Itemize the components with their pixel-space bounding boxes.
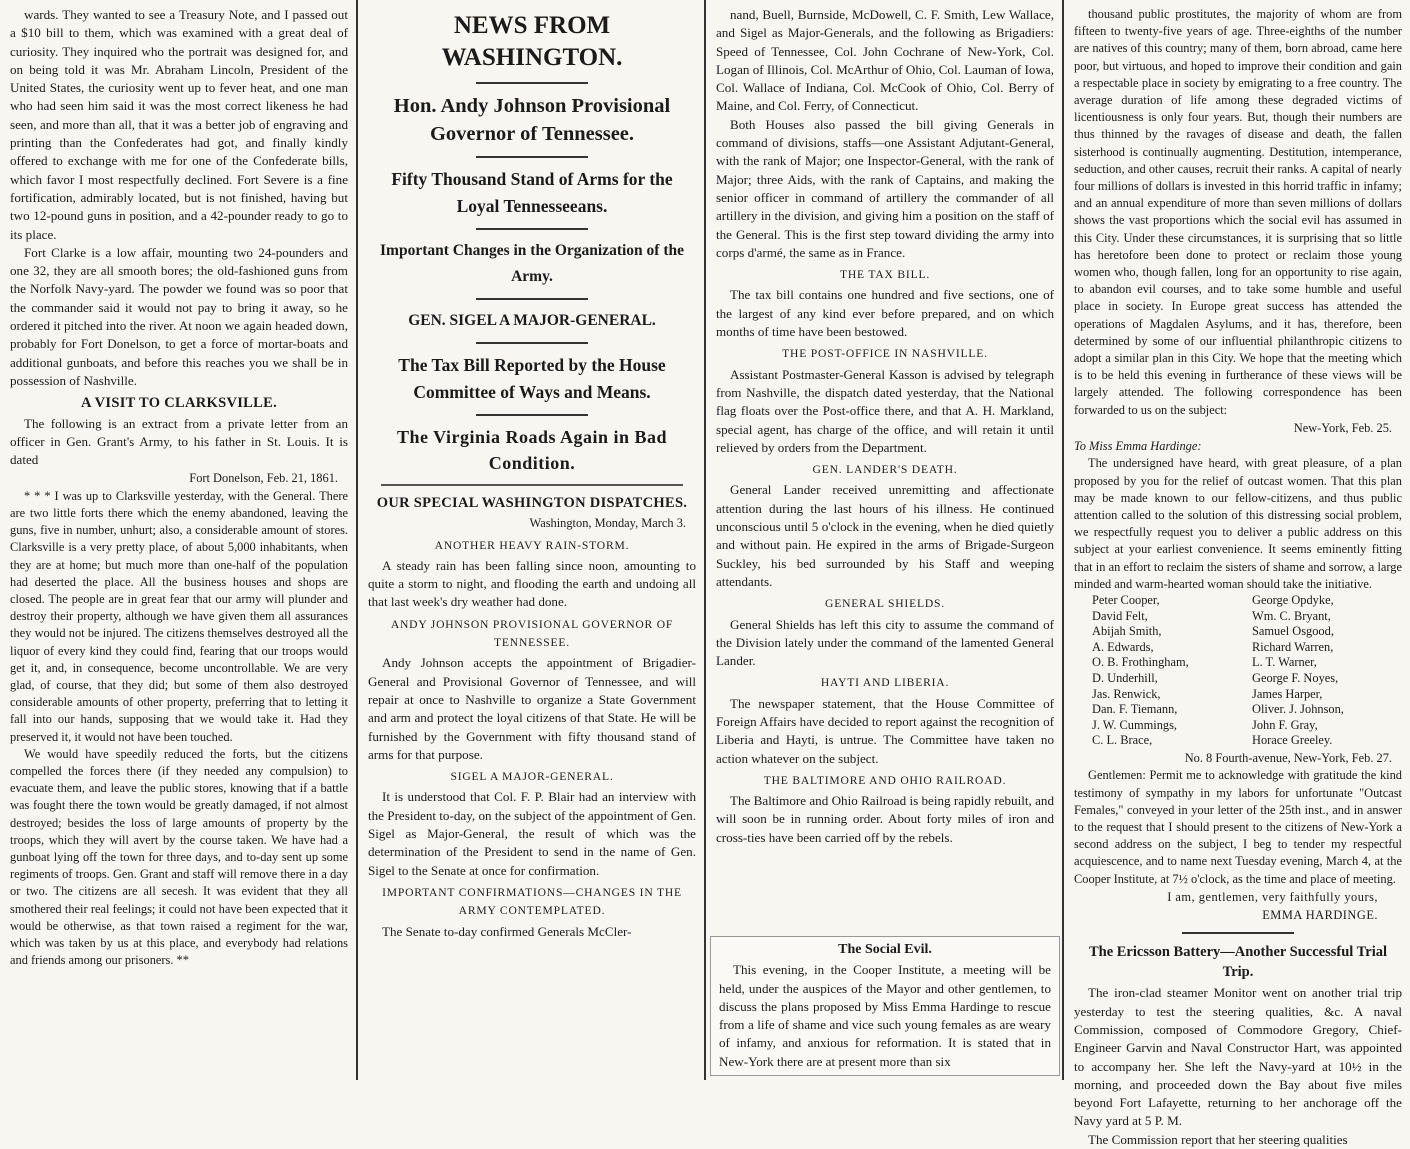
signatory-name: Oliver. J. Johnson, xyxy=(1252,702,1344,717)
divider xyxy=(476,228,588,230)
headline-deck: Fifty Thousand Stand of Arms for the Loyal Tennesseeans. xyxy=(391,169,673,216)
paragraph: Assistant Postmaster-General Kasson is advised by telegraph from Nashville, the dispatch dated yesterday, that the National flag floats over the Post-office there, and that A. H. Markland, special agent, has charge of the office, and will retain it until relieved by orders from the Department. xyxy=(716,366,1054,455)
paragraph: Andy Johnson accepts the appointment of Brigadier-General and Provisional Governor of Tennessee, and will repair at once to Nashville to organize a State Government and arm and protect the loyal citizens of that State. He will be furnished by the Government with fifty thousand stand of arms for that purpose. xyxy=(368,655,696,762)
signatory-name: Horace Greeley. xyxy=(1252,733,1333,748)
signatory-name: Dan. F. Tiemann, xyxy=(1092,702,1178,717)
subheading: GENERAL SHIELDS. xyxy=(825,597,945,611)
paragraph: thousand public prostitutes, the majority of whom are from fifteen to twenty-five years of age. Three-eighths of the number are natives of this country; many of them, born abroad, came here poor, but virtuous, and hoped to improve their condition and gain a respectable place in society by emigrating to a free country. The average duration of life among these degraded victims of licentiousness is only four years. But, though their numbers are thus thinned by the ravages of disease and death, the fallen sisterhood is continually augmenting. Destitution, intemperance, seduction, and other causes, recruit their ranks. A capital of nearly four millions of dollars is invested in this horrid traffic in infamy; and an annual expenditure of more than seven millions of dollars shows the vast proportions which the social evil has assumed in this City. Under these circumstances, it is surprising that so little has heretofore been done to protect or reclaim those young women who, though fallen, long for an opportunity to rise again, to abandon evil courses, and to take some humble and useful place in society. In Europe great success has attended the operations of Magdalen Asylums, and it has, therefore, been determined by some of our influential philanthropic citizens to adopt a similar plan in this City. We hope that the meeting which is to be held this evening in furtherance of these views will be largely attended. The following correspondence has been forwarded to us on the subject: xyxy=(1074,7,1402,417)
headline-deck: The Virginia Roads Again in Bad Condition. xyxy=(396,427,668,473)
signatory-name: D. Underhill, xyxy=(1092,671,1158,686)
letter-greeting: To Miss Emma Hardinge: xyxy=(1074,439,1202,454)
divider xyxy=(476,342,588,344)
signatories-list xyxy=(1074,593,1402,749)
signatory-name: Wm. C. Bryant, xyxy=(1252,608,1331,623)
subheading: ANOTHER HEAVY RAIN-STORM. xyxy=(434,538,630,552)
signatory-name: George Opdyke, xyxy=(1252,593,1334,608)
divider xyxy=(476,82,588,84)
signatory-name: C. L. Brace, xyxy=(1092,733,1153,748)
signatory-name: John F. Gray, xyxy=(1252,717,1318,732)
paragraph: We would have speedily reduced the forts, but the citizens compelled the forces there (if they needed any compulsion) to evacuate them, and leave the public stores, knowing that if a battle was fought there the town would be greatly damaged, if not almost destroyed; besides the loss of large amounts of property by the troops, which they will avert by the course taken. We have had a gunboat lying off the town for three days, and to-day sent up some regiments of troops. Gen. Grant and staff will remove there in a day or two. The citizens are all secesh. It was evident that they all smothered their real feelings; it could not have been expected that it would be otherwise, as that town raised a regiment for the war, which was taken by us at this place, and everybody had relations and friends among our prisoners. ** xyxy=(10,746,348,968)
subheading: THE POST-OFFICE IN NASHVILLE. xyxy=(782,347,988,361)
column-1 xyxy=(0,0,356,1080)
dateline: Fort Donelson, Feb. 21, 1861. xyxy=(189,471,338,486)
signature: EMMA HARDINGE. xyxy=(1262,908,1378,923)
signatory-name: Richard Warren, xyxy=(1252,639,1334,654)
paragraph: General Shields has left this city to assume the command of the Division lately under the command of the lamented General Lander. xyxy=(716,616,1054,669)
signatory-name: Jas. Renwick, xyxy=(1092,686,1161,701)
divider xyxy=(381,484,683,486)
paragraph: A steady rain has been falling since noon, amounting to quite a storm to night, and flooding the earth and undoing all that last week's dry weather had done. xyxy=(368,557,696,610)
signatory-name: George F. Noyes, xyxy=(1252,671,1339,686)
article-box-social-evil xyxy=(710,936,1060,1076)
signatory-name: Peter Cooper, xyxy=(1092,593,1160,608)
headline-deck: Important Changes in the Organization of the Army. xyxy=(380,242,684,285)
signatory-name: Samuel Osgood, xyxy=(1252,624,1334,639)
paragraph: Both Houses also passed the bill giving Generals in command of divisions, staffs—one Assistant Adjutant-General, with the rank of Major; one Inspector-General, with the rank of Major; three Aids, with the rank of Captains, and making the senior officer in command of artillery the commander of all artillery in the division, and giving him a position on the staff of the General. This is the first step toward dividing the army into corps d'armé, the same as in France. xyxy=(716,116,1054,260)
headline-deck: GEN. SIGEL A MAJOR-GENERAL. xyxy=(408,312,656,329)
column-4 xyxy=(1062,0,1410,1147)
divider xyxy=(1182,932,1294,934)
column-2 xyxy=(356,0,706,1080)
signatory-name: David Felt, xyxy=(1092,608,1148,623)
paragraph: The newspaper statement, that the House Committee of Foreign Affairs have decided to report against the recognition of Liberia and Hayti, is untrue. The Committee have taken no action whatever on the subject. xyxy=(716,695,1054,766)
subheading: THE TAX BILL. xyxy=(839,268,931,282)
paragraph: nand, Buell, Burnside, McDowell, C. F. Smith, Lew Wallace, and Sigel as Major-Generals, and the following as Brigadiers: Speed of Tennessee, Col. John Cochrane of New-York, Col. Logan of Illinois, Col. McArthur of Ohio, Col. Lauman of Iowa, Col. Wallace of Indiana, Col. McCook of Ohio, Col. Berry of Maine, and Col. Ferry, of Connecticut. xyxy=(716,7,1054,114)
section-heading: A VISIT TO CLARKSVILLE. xyxy=(80,395,278,412)
paragraph: The undersigned have heard, with great pleasure, of a plan proposed by you for the relief of outcast women. That this plan may be made known to our fellow-citizens, and thus public attention called to the solution of this distressing social problem, we respectfully request you to deliver a public address on this subject at your earliest convenience. It seems eminently fitting that in an effort to reclaim the sisters of shame and sorrow, a large minded and warm-hearted woman should take the initiative. xyxy=(1074,456,1402,591)
paragraph: Gentlemen: Permit me to acknowledge with gratitude the kind testimony of sympathy in my labors for unfortunate "Outcast Females," conveyed in your letter of the 25th inst., and in answer to the request that I should present to the citizens of New-York a second address on the subject, I beg to tender my respectful acquiescence, and to name next Tuesday evening, March 4, at the Cooper Institute, at 7½ o'clock, as the time and place of meeting. xyxy=(1074,768,1402,886)
paragraph: * * * I was up to Clarksville yesterday, with the General. There are two little forts there which the enemy abandoned, leaving the guns, five in number, unhurt; also, a considerable amount of stores. Clarksville is a very pretty place, of about 5,000 inhabitants, when they are at home; but much more than one-half of the population had deserted the place. All the business houses and shops are closed. The people are in great fear that our army will plunder and destroy their property, although we have given them all assurances they would not be injured. The citizens themselves destroyed all the liquor of every kind they could find, fearing that our troops would get it, and, in consequence, become uncontrollable. We are very glad, of course, that they did; but some of them also destroyed considerable amounts of other property, preferring that to letting it fall into our hands, supposing that we would take it. Had they preserved it, it would not have been touched. xyxy=(10,488,348,744)
paragraph: The Baltimore and Ohio Railroad is being rapidly rebuilt, and will soon be in running order. About forty miles of iron and cross-ties have been carried off by the rebels. xyxy=(716,793,1054,845)
paragraph: wards. They wanted to see a Treasury Note, and I passed out a $10 bill to them, which was examined with a great deal of curiosity. They inquired who the portrait was designed for, and on being told it was Mr. Abraham Lincoln, President of the United States, the curiosity went up to fever heat, and one man who had seen him said it was the most correct likeness he had seen, and more than all, that it was a better job of engraving and printing than the Confederates had got, and finally kindly offered to exchange with me for one of the Confederate bills, which favor I most respectfully declined. Fort Severe is a fine fortification, admirably located, but is not finished, having but two 12-pound guns in position, and a 42-pounder ready to go to its place. xyxy=(10,7,348,242)
paragraph: General Lander received unremitting and affectionate attention during the last hours of his illness. He continued unconscious until 5 o'clock in the evening, when he died quietly and without pain. He expired in the arms of Brigade-Surgeon Suckley, his bed surrounded by his Staff and weeping attendants. xyxy=(716,482,1054,589)
signatory-name: A. Edwards, xyxy=(1092,639,1154,654)
subheading: HAYTI AND LIBERIA. xyxy=(820,676,950,690)
paragraph: It is understood that Col. F. P. Blair had an interview with the President to-day, on the subject of the appointment of Gen. Sigel as Major-General, the result of which was the determination of the President to send in the name of Gen. Sigel to the Senate at once for confirmation. xyxy=(368,789,696,878)
divider xyxy=(476,414,588,416)
headline-deck: Hon. Andy Johnson Provisional Governor of Tennessee. xyxy=(393,95,671,145)
article-headline: The Ericsson Battery—Another Successful Trial Trip. xyxy=(1088,944,1388,981)
paragraph: The Senate to-day confirmed Generals McCler- xyxy=(382,923,632,939)
dateline: Washington, Monday, March 3. xyxy=(529,516,686,531)
subheading: THE BALTIMORE AND OHIO RAILROAD. xyxy=(763,773,1007,787)
headline-main: NEWS FROM WASHINGTON. xyxy=(441,12,623,71)
letter-closing: I am, gentlemen, very faithfully yours, xyxy=(1167,889,1378,904)
paragraph: The Commission report that her steering qualities xyxy=(1088,1131,1348,1147)
dateline: No. 8 Fourth-avenue, New-York, Feb. 27. xyxy=(1184,751,1392,766)
signatory-name: Abijah Smith, xyxy=(1092,624,1162,639)
divider xyxy=(476,156,588,158)
subheading: SIGEL A MAJOR-GENERAL. xyxy=(450,770,614,784)
column-3 xyxy=(706,0,1062,1080)
signatory-name: O. B. Frothingham, xyxy=(1092,655,1189,670)
divider xyxy=(476,298,588,300)
subheading: ANDY JOHNSON PROVISIONAL GOVERNOR OF TENNESSEE. xyxy=(390,617,674,650)
signatory-name: J. W. Cummings, xyxy=(1092,717,1178,732)
paragraph: The following is an extract from a private letter from an officer in Gen. Grant's Army, to his father in St. Louis. It is dated xyxy=(10,415,348,468)
headline-deck: The Tax Bill Reported by the House Committee of Ways and Means. xyxy=(398,355,666,402)
paragraph: The iron-clad steamer Monitor went on another trial trip yesterday to test the steering qualities, &c. A naval Commission, composed of Commodore Gregory, Chief-Engineer Garvin and Naval Constructor Hart, was appointed to accompany her. She left the Navy-yard at 10½ in the morning, and proceeded down the Bay about five miles beyond Fort Lafayette, returning to her anchorage off the Navy yard at 5 P. M. xyxy=(1074,985,1402,1129)
paragraph: This evening, in the Cooper Institute, a meeting will be held, under the auspices of the Mayor and other gentlemen, to discuss the plans proposed by Miss Emma Hardinge to rescue from a life of shame and vice such young females as are weary of infamy, and anxious for reformation. It is stated that in New-York there are at present more than six xyxy=(719,962,1051,1069)
paragraph: The tax bill contains one hundred and five sections, one of the largest of any kind ever before prepared, and on which months of time have been bestowed. xyxy=(716,287,1054,340)
box-heading: The Social Evil. xyxy=(838,942,932,957)
subheading: GEN. LANDER'S DEATH. xyxy=(812,463,958,477)
subheading: IMPORTANT CONFIRMATIONS—CHANGES IN THE ARMY CONTEMPLATED. xyxy=(382,885,682,918)
section-heading: OUR SPECIAL WASHINGTON DISPATCHES. xyxy=(376,495,688,511)
signatory-name: James Harper, xyxy=(1252,686,1323,701)
paragraph: Fort Clarke is a low affair, mounting two 24-pounders and one 32, they are all smooth bores; the old-fashioned guns from the Norfolk Navy-yard. The powder we found was so poor that the commander said it would not pay to bring it away, so he ordered it pitched into the river. At noon we again headed down, probably for Fort Donelson, to get a force of mortar-boats and additional gunboats, and before this reaches you we shall be in possession of Nashville. xyxy=(10,244,348,388)
signatory-name: L. T. Warner, xyxy=(1252,655,1317,670)
dateline: New-York, Feb. 25. xyxy=(1293,420,1392,435)
